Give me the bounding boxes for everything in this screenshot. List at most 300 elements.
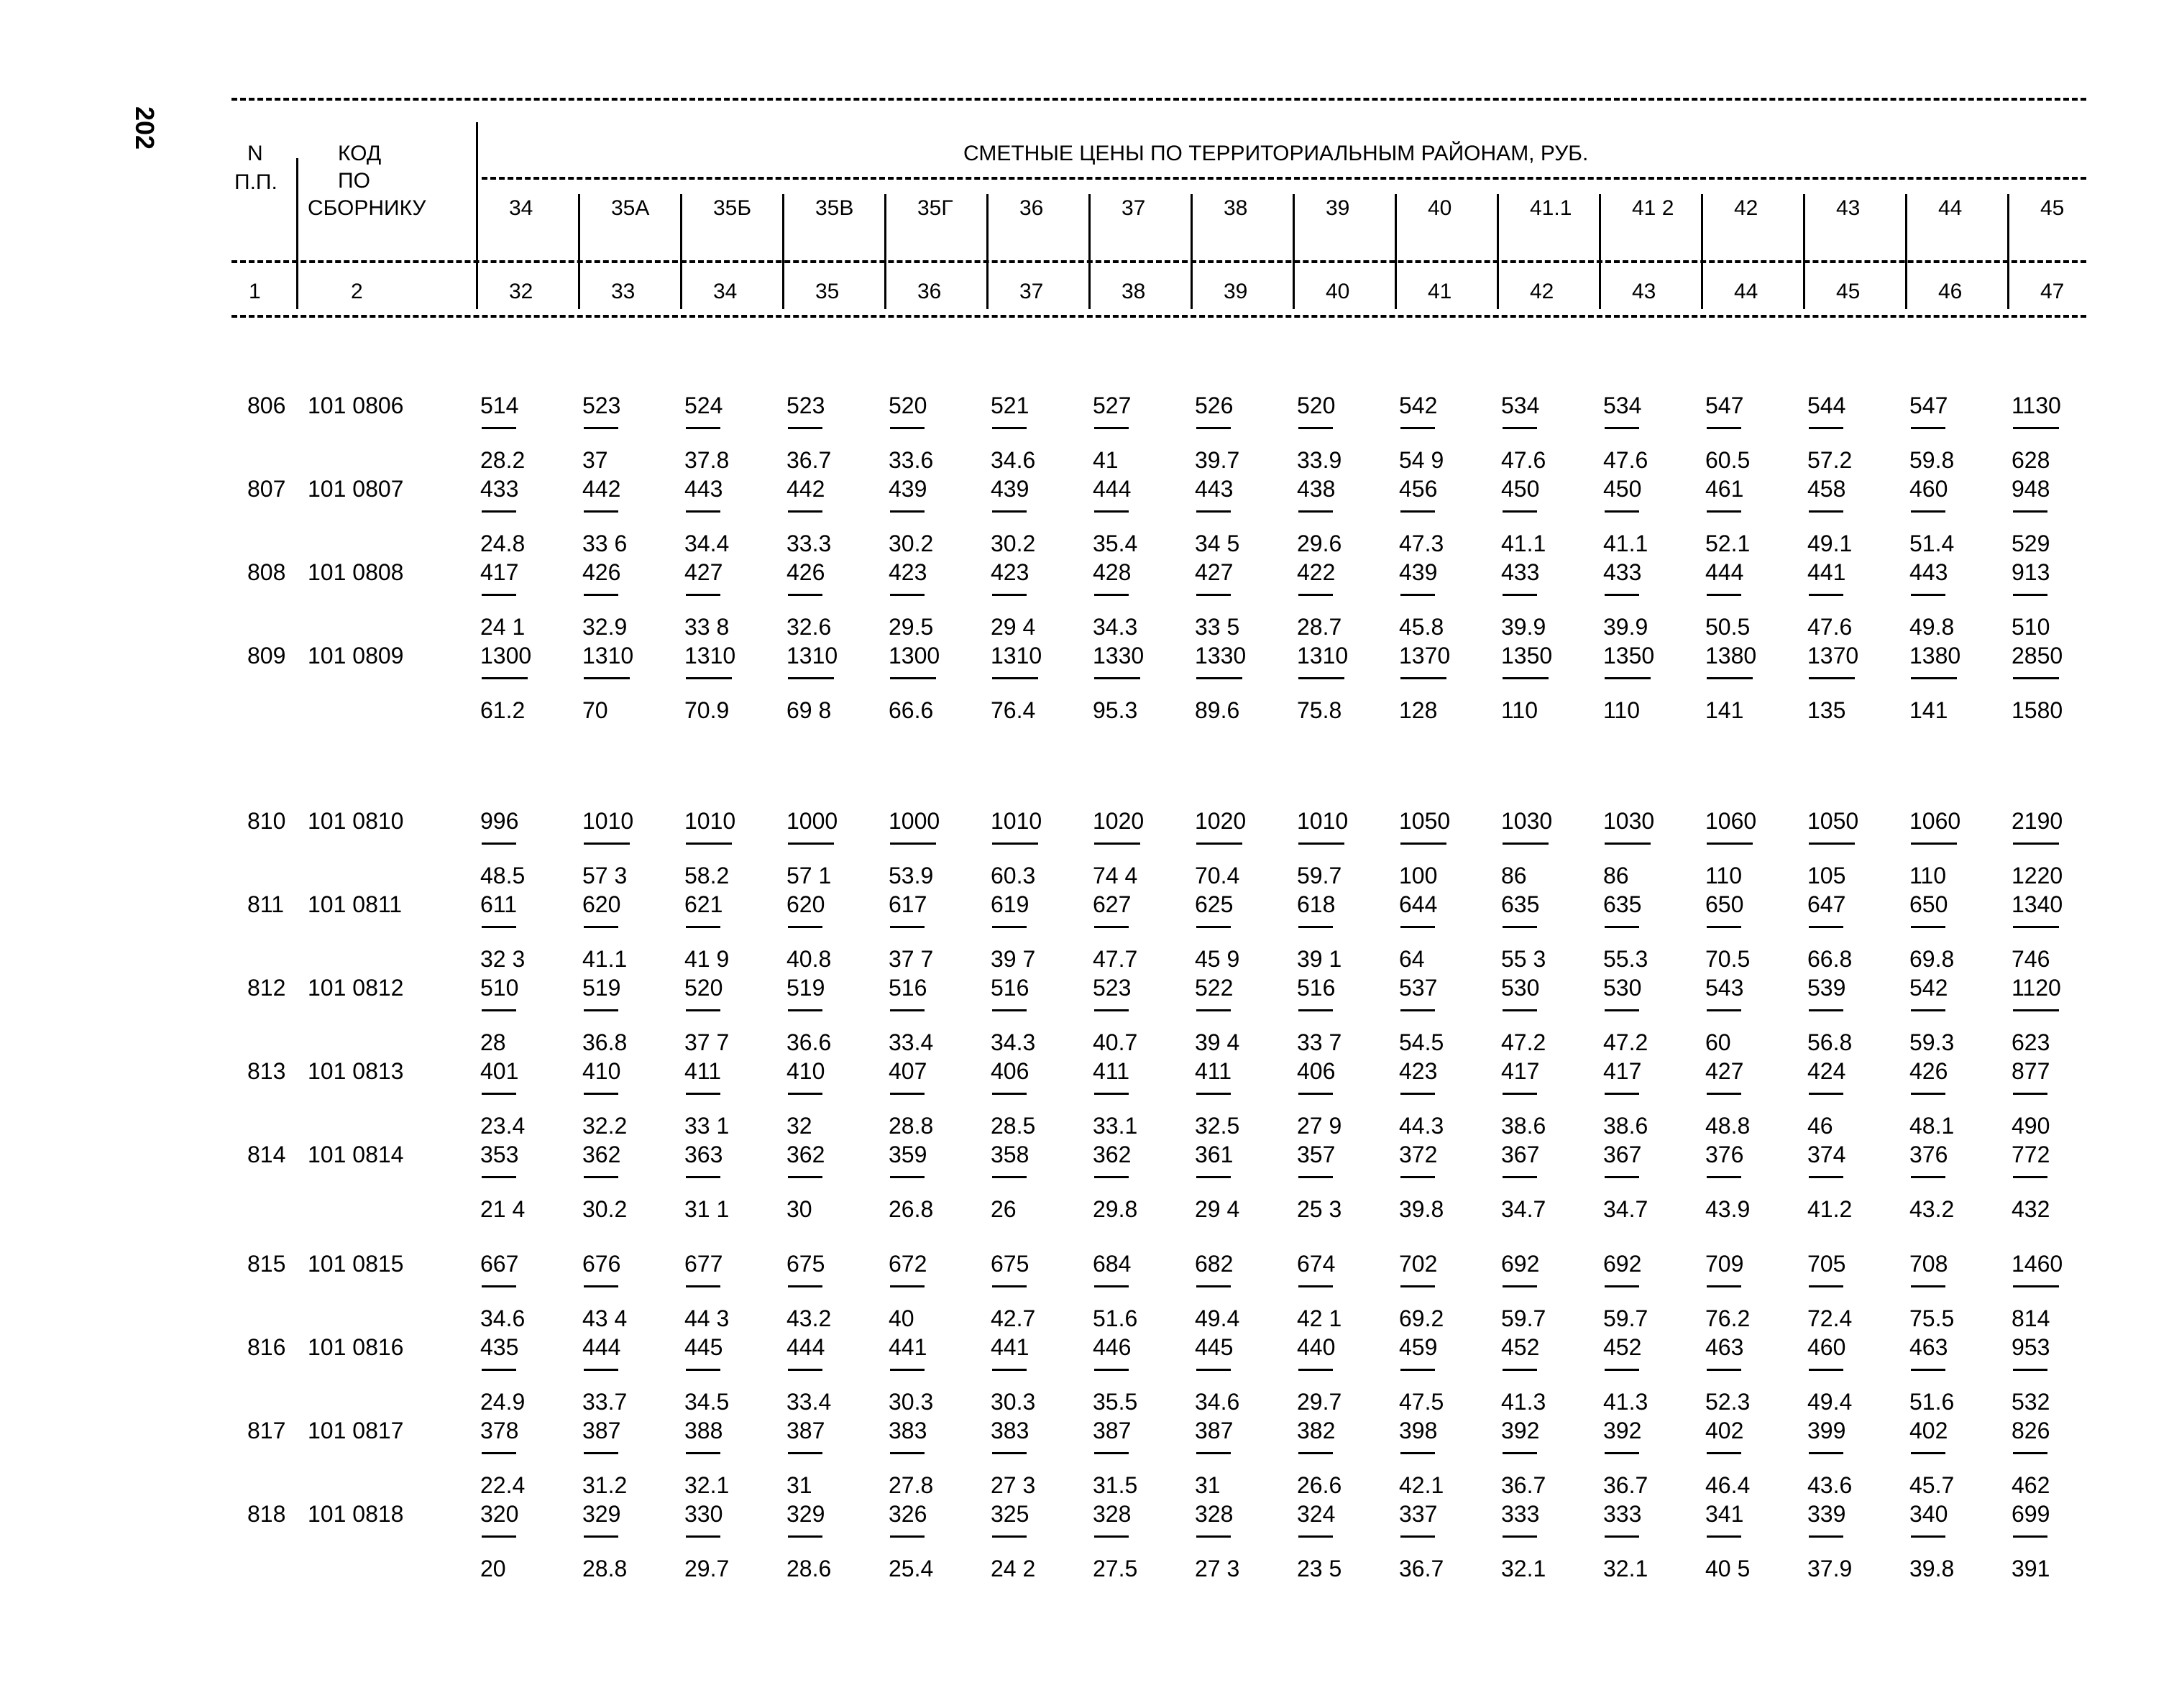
price-value: 398: [1399, 1418, 1438, 1443]
wage-value: 49.1: [1807, 531, 1853, 556]
fraction-rule: [482, 926, 516, 928]
wage-value: 26: [991, 1196, 1017, 1222]
fraction-rule: [890, 510, 925, 513]
price-value: 402: [1705, 1418, 1744, 1443]
wage-value: 36.7: [1501, 1472, 1546, 1498]
wage-value: 60: [1705, 1029, 1731, 1055]
wage-value: 57 1: [786, 863, 832, 889]
row-number: 813: [247, 1058, 286, 1084]
price-value: 627: [1093, 891, 1132, 917]
header-col-sep: [986, 194, 989, 309]
header-col-sep: [680, 194, 682, 309]
wage-value: 59.8: [1909, 447, 1955, 473]
header-col-sep: [1088, 194, 1091, 309]
fraction-rule: [1094, 926, 1129, 928]
fraction-rule: [1400, 677, 1446, 679]
fraction-rule: [1911, 1009, 1945, 1011]
fraction-rule: [1094, 1285, 1129, 1287]
wage-value: 33.1: [1093, 1113, 1138, 1139]
wage-value: 47.6: [1807, 614, 1853, 640]
price-value: 340: [1909, 1501, 1948, 1527]
wage-value: 40.7: [1093, 1029, 1138, 1055]
fraction-rule: [584, 1369, 618, 1371]
price-value: 333: [1501, 1501, 1540, 1527]
fraction-rule: [1503, 842, 1549, 845]
wage-value: 70: [582, 697, 608, 723]
price-value: 1030: [1501, 808, 1553, 834]
wage-value: 28: [480, 1029, 506, 1055]
price-value: 358: [991, 1142, 1029, 1167]
header-colnum: 38: [1122, 280, 1146, 303]
fraction-rule: [1503, 1093, 1537, 1095]
wage-value: 32.1: [1603, 1556, 1648, 1581]
wage-value: 59.7: [1603, 1305, 1648, 1331]
fraction-rule: [1196, 677, 1242, 679]
fraction-rule: [482, 594, 516, 596]
header-col-sep: [1395, 194, 1397, 309]
fraction-rule: [1196, 1535, 1231, 1538]
fraction-rule: [890, 1369, 925, 1371]
wage-value: 43.9: [1705, 1196, 1751, 1222]
price-value: 542: [1909, 975, 1948, 1001]
fraction-rule: [2013, 1009, 2059, 1011]
fraction-rule: [1605, 594, 1639, 596]
fraction-rule: [1911, 1093, 1945, 1095]
price-value: 1010: [1297, 808, 1349, 834]
wage-value: 76.4: [991, 697, 1036, 723]
page-number: 202: [130, 106, 160, 150]
price-value: 877: [2012, 1058, 2050, 1084]
fraction-rule: [992, 510, 1027, 513]
price-value: 684: [1093, 1251, 1132, 1277]
fraction-rule: [482, 1176, 516, 1178]
price-value: 1380: [1909, 643, 1961, 669]
price-value: 1310: [582, 643, 634, 669]
wage-value: 623: [2012, 1029, 2050, 1055]
wage-value: 89.6: [1195, 697, 1240, 723]
fraction-rule: [992, 427, 1027, 429]
price-value: 547: [1909, 392, 1948, 418]
header-region: 41.1: [1530, 196, 1572, 220]
wage-value: 35.4: [1093, 531, 1138, 556]
row-number: 818: [247, 1501, 286, 1527]
wage-value: 51.6: [1909, 1389, 1955, 1415]
wage-value: 36.7: [786, 447, 832, 473]
price-value: 1370: [1807, 643, 1859, 669]
price-value: 438: [1297, 476, 1336, 502]
fraction-rule: [482, 1009, 516, 1011]
price-value: 423: [1399, 1058, 1438, 1084]
row-code: 101 0810: [308, 808, 404, 834]
fraction-rule: [1400, 427, 1435, 429]
price-value: 1310: [684, 643, 736, 669]
price-value: 446: [1093, 1334, 1132, 1360]
price-value: 426: [786, 559, 825, 585]
price-value: 1010: [684, 808, 736, 834]
price-value: 516: [991, 975, 1029, 1001]
fraction-rule: [686, 926, 720, 928]
price-value: 427: [1195, 559, 1234, 585]
fraction-rule: [1094, 1176, 1129, 1178]
price-value: 435: [480, 1334, 519, 1360]
wage-value: 27 3: [1195, 1556, 1240, 1581]
wage-value: 34.4: [684, 531, 730, 556]
price-value: 441: [889, 1334, 927, 1360]
header-title-rule: [482, 177, 2086, 180]
wage-value: 51.6: [1093, 1305, 1138, 1331]
wage-value: 47.3: [1399, 531, 1444, 556]
wage-value: 33.4: [786, 1389, 832, 1415]
wage-value: 39.8: [1909, 1556, 1955, 1581]
header-col-sep: [578, 194, 580, 309]
price-value: 461: [1705, 476, 1744, 502]
wage-value: 48.1: [1909, 1113, 1955, 1139]
price-value: 522: [1195, 975, 1234, 1001]
wage-value: 55.3: [1603, 946, 1648, 972]
price-value: 387: [1195, 1418, 1234, 1443]
price-value: 524: [684, 392, 723, 418]
wage-value: 432: [2012, 1196, 2050, 1222]
wage-value: 110: [1909, 863, 1947, 889]
row-number: 815: [247, 1251, 286, 1277]
price-value: 329: [582, 1501, 621, 1527]
price-value: 459: [1399, 1334, 1438, 1360]
fraction-rule: [482, 842, 516, 845]
price-value: 620: [582, 891, 621, 917]
fraction-rule: [482, 1452, 516, 1454]
header-col-sep: [1599, 194, 1601, 309]
wage-value: 20: [480, 1556, 506, 1581]
wage-value: 141: [1909, 697, 1948, 723]
price-value: 2850: [2012, 643, 2063, 669]
row-code: 101 0814: [308, 1142, 404, 1167]
fraction-rule: [1707, 1369, 1741, 1371]
price-value: 361: [1195, 1142, 1234, 1167]
header-colnum: 41: [1428, 280, 1452, 303]
fraction-rule: [1911, 1452, 1945, 1454]
fraction-rule: [1605, 427, 1639, 429]
row-number: 811: [247, 891, 285, 917]
fraction-rule: [1605, 926, 1639, 928]
price-value: 387: [1093, 1418, 1132, 1443]
price-value: 1000: [889, 808, 940, 834]
price-value: 520: [889, 392, 927, 418]
wage-value: 47.2: [1501, 1029, 1546, 1055]
fraction-rule: [2013, 926, 2059, 928]
price-value: 439: [991, 476, 1029, 502]
price-value: 376: [1705, 1142, 1744, 1167]
wage-value: 74 4: [1093, 863, 1138, 889]
price-value: 635: [1603, 891, 1642, 917]
price-value: 324: [1297, 1501, 1336, 1527]
fraction-rule: [1400, 842, 1446, 845]
wage-value: 32.9: [582, 614, 628, 640]
price-value: 534: [1603, 392, 1642, 418]
fraction-rule: [890, 1285, 925, 1287]
price-value: 527: [1093, 392, 1132, 418]
price-value: 433: [1603, 559, 1642, 585]
row-code: 101 0809: [308, 643, 404, 669]
wage-value: 44.3: [1399, 1113, 1444, 1139]
fraction-rule: [1094, 1369, 1129, 1371]
fraction-rule: [890, 1535, 925, 1538]
wage-value: 41.3: [1501, 1389, 1546, 1415]
wage-value: 39.9: [1603, 614, 1648, 640]
wage-value: 51.4: [1909, 531, 1955, 556]
fraction-rule: [1503, 926, 1537, 928]
fraction-rule: [482, 1093, 516, 1095]
row-number: 816: [247, 1334, 286, 1360]
wage-value: 28.6: [786, 1556, 832, 1581]
price-value: 1030: [1603, 808, 1655, 834]
price-value: 427: [1705, 1058, 1744, 1084]
row-number: 814: [247, 1142, 286, 1167]
wage-value: 24.8: [480, 531, 526, 556]
price-value: 363: [684, 1142, 723, 1167]
price-value: 353: [480, 1142, 519, 1167]
wage-value: 52.3: [1705, 1389, 1751, 1415]
fraction-rule: [1503, 1369, 1537, 1371]
wage-value: 34.7: [1603, 1196, 1648, 1222]
header-top-rule: [231, 98, 2086, 101]
fraction-rule: [686, 1452, 720, 1454]
wage-value: 628: [2012, 447, 2050, 473]
header-colnum: 37: [1019, 280, 1044, 303]
header-pp: П.П.: [234, 170, 278, 194]
fraction-rule: [584, 677, 630, 679]
price-value: 362: [582, 1142, 621, 1167]
fraction-rule: [1707, 510, 1741, 513]
fraction-rule: [1298, 1176, 1333, 1178]
wage-value: 66.6: [889, 697, 934, 723]
wage-value: 69.2: [1399, 1305, 1444, 1331]
wage-value: 32 3: [480, 946, 526, 972]
price-value: 433: [480, 476, 519, 502]
fraction-rule: [1400, 594, 1435, 596]
header-col-sep: [1293, 194, 1295, 309]
fraction-rule: [788, 1369, 822, 1371]
header-sep-left: [296, 158, 298, 309]
wage-value: 70.4: [1195, 863, 1240, 889]
fraction-rule: [1707, 677, 1753, 679]
wage-value: 35.5: [1093, 1389, 1138, 1415]
price-value: 676: [582, 1251, 621, 1277]
wage-value: 529: [2012, 531, 2050, 556]
price-value: 427: [684, 559, 723, 585]
fraction-rule: [1809, 1176, 1843, 1178]
fraction-rule: [686, 1093, 720, 1095]
wage-value: 41.1: [1603, 531, 1648, 556]
price-value: 374: [1807, 1142, 1846, 1167]
fraction-rule: [992, 1452, 1027, 1454]
price-value: 383: [991, 1418, 1029, 1443]
price-value: 1010: [582, 808, 634, 834]
price-value: 320: [480, 1501, 519, 1527]
header-colnum: 35: [815, 280, 840, 303]
fraction-rule: [482, 677, 528, 679]
price-value: 534: [1501, 392, 1540, 418]
fraction-rule: [1400, 1452, 1435, 1454]
fraction-rule: [686, 842, 732, 845]
fraction-rule: [992, 677, 1038, 679]
wage-value: 27.8: [889, 1472, 934, 1498]
wage-value: 40.8: [786, 946, 832, 972]
wage-value: 54 9: [1399, 447, 1444, 473]
price-value: 440: [1297, 1334, 1336, 1360]
price-value: 388: [684, 1418, 723, 1443]
wage-value: 32.1: [684, 1472, 730, 1498]
fraction-rule: [1400, 510, 1435, 513]
fraction-rule: [686, 1535, 720, 1538]
header-colnum: 36: [917, 280, 942, 303]
row-number: 809: [247, 643, 286, 669]
fraction-rule: [1707, 427, 1741, 429]
wage-value: 31.5: [1093, 1472, 1138, 1498]
price-value: 1350: [1603, 643, 1655, 669]
wage-value: 57 3: [582, 863, 628, 889]
fraction-rule: [1911, 677, 1957, 679]
price-value: 705: [1807, 1251, 1846, 1277]
fraction-rule: [584, 1176, 618, 1178]
fraction-rule: [1809, 1093, 1843, 1095]
fraction-rule: [788, 510, 822, 513]
wage-value: 33.4: [889, 1029, 934, 1055]
wage-value: 22.4: [480, 1472, 526, 1498]
price-value: 618: [1297, 891, 1336, 917]
wage-value: 45 9: [1195, 946, 1240, 972]
row-code: 101 0811: [308, 891, 403, 917]
wage-value: 110: [1501, 697, 1538, 723]
fraction-rule: [1298, 510, 1333, 513]
price-value: 362: [786, 1142, 825, 1167]
fraction-rule: [686, 1176, 720, 1178]
wage-value: 34.7: [1501, 1196, 1546, 1222]
wage-value: 36.8: [582, 1029, 628, 1055]
wage-value: 1220: [2012, 863, 2063, 889]
wage-value: 32.6: [786, 614, 832, 640]
fraction-rule: [1605, 1452, 1639, 1454]
wage-value: 40: [889, 1305, 914, 1331]
fraction-rule: [1298, 1285, 1333, 1287]
fraction-rule: [788, 1535, 822, 1538]
fraction-rule: [584, 842, 630, 845]
price-value: 444: [1705, 559, 1744, 585]
header-colnum: 40: [1326, 280, 1350, 303]
row-code: 101 0815: [308, 1251, 404, 1277]
wage-value: 29 4: [991, 614, 1036, 640]
price-value: 1300: [889, 643, 940, 669]
fraction-rule: [1400, 926, 1435, 928]
wage-value: 28.5: [991, 1113, 1036, 1139]
price-value: 523: [1093, 975, 1132, 1001]
row-code: 101 0818: [308, 1501, 404, 1527]
price-value: 402: [1909, 1418, 1948, 1443]
wage-value: 27 3: [991, 1472, 1036, 1498]
wage-value: 32.2: [582, 1113, 628, 1139]
price-value: 1120: [2012, 975, 2061, 1001]
fraction-rule: [2013, 677, 2059, 679]
header-colnum: 39: [1224, 280, 1248, 303]
wage-value: 40 5: [1705, 1556, 1751, 1581]
price-value: 530: [1603, 975, 1642, 1001]
price-value: 1380: [1705, 643, 1757, 669]
header-title: СМЕТНЫЕ ЦЕНЫ ПО ТЕРРИТОРИАЛЬНЫМ РАЙОНАМ, РУБ.: [963, 142, 1589, 165]
wage-value: 47.5: [1399, 1389, 1444, 1415]
fraction-rule: [1707, 926, 1741, 928]
header-colnum: 45: [1836, 280, 1861, 303]
row-number: 810: [247, 808, 286, 834]
wage-value: 33.6: [889, 447, 934, 473]
fraction-rule: [1196, 842, 1242, 845]
fraction-rule: [482, 510, 516, 513]
fraction-rule: [1911, 427, 1945, 429]
fraction-rule: [2013, 1369, 2047, 1371]
row-number: 806: [247, 392, 286, 418]
price-value: 450: [1603, 476, 1642, 502]
wage-value: 48.8: [1705, 1113, 1751, 1139]
wage-value: 31: [786, 1472, 812, 1498]
wage-value: 29.8: [1093, 1196, 1138, 1222]
price-value: 543: [1705, 975, 1744, 1001]
wage-value: 30.2: [991, 531, 1036, 556]
price-value: 1330: [1093, 643, 1145, 669]
price-value: 953: [2012, 1334, 2050, 1360]
wage-value: 24 2: [991, 1556, 1036, 1581]
wage-value: 41.1: [1501, 531, 1546, 556]
price-value: 1130: [2012, 392, 2061, 418]
price-value: 519: [786, 975, 825, 1001]
wage-value: 41: [1093, 447, 1119, 473]
header-colnum: 44: [1734, 280, 1758, 303]
fraction-rule: [1503, 677, 1549, 679]
header-colnum: 34: [713, 280, 738, 303]
fraction-rule: [1400, 1009, 1435, 1011]
price-value: 399: [1807, 1418, 1846, 1443]
wage-value: 37.9: [1807, 1556, 1853, 1581]
fraction-rule: [1400, 1369, 1435, 1371]
fraction-rule: [1196, 594, 1231, 596]
price-value: 682: [1195, 1251, 1234, 1277]
price-value: 1060: [1705, 808, 1757, 834]
fraction-rule: [1298, 594, 1333, 596]
fraction-rule: [1503, 1176, 1537, 1178]
fraction-rule: [584, 1452, 618, 1454]
wage-value: 76.2: [1705, 1305, 1751, 1331]
fraction-rule: [1707, 594, 1741, 596]
fraction-rule: [1809, 1369, 1843, 1371]
price-value: 647: [1807, 891, 1846, 917]
wage-value: 42.1: [1399, 1472, 1444, 1498]
price-value: 341: [1705, 1501, 1744, 1527]
wage-value: 95.3: [1093, 697, 1138, 723]
fraction-rule: [890, 842, 936, 845]
fraction-rule: [1094, 427, 1129, 429]
header-region: 42: [1734, 196, 1758, 220]
price-value: 382: [1297, 1418, 1336, 1443]
price-value: 611: [480, 891, 518, 917]
price-value: 1310: [786, 643, 838, 669]
wage-value: 100: [1399, 863, 1438, 889]
wage-value: 30.3: [889, 1389, 934, 1415]
fraction-rule: [992, 1535, 1027, 1538]
price-value: 516: [889, 975, 927, 1001]
price-value: 644: [1399, 891, 1438, 917]
price-value: 406: [1297, 1058, 1336, 1084]
fraction-rule: [1298, 1452, 1333, 1454]
wage-value: 86: [1603, 863, 1629, 889]
fraction-rule: [1196, 1369, 1231, 1371]
wage-value: 41.2: [1807, 1196, 1853, 1222]
